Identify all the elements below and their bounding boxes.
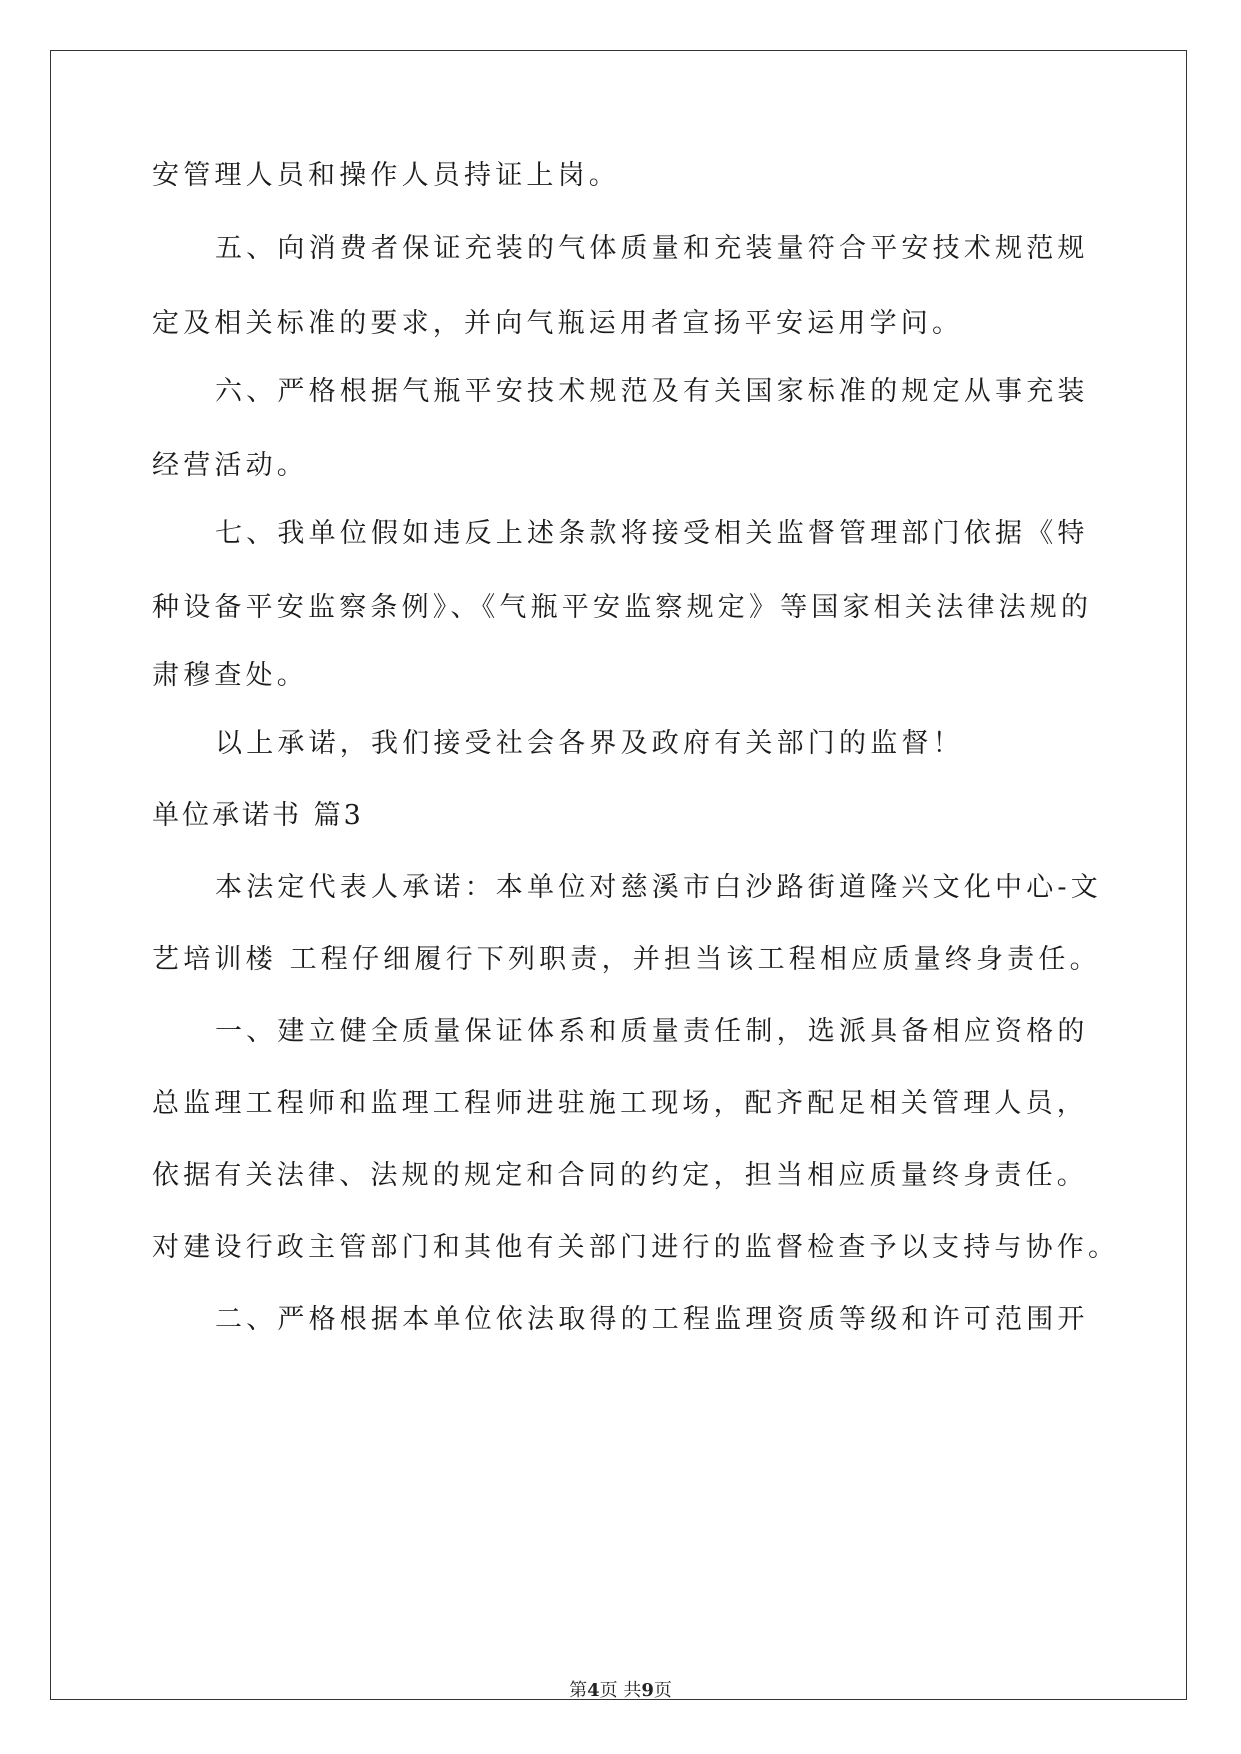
item-one-line-1: 一、建立健全质量保证体系和质量责任制，选派具备相应资格的: [215, 1016, 1089, 1047]
item-two-line-1: 二、严格根据本单位依法取得的工程监理资质等级和许可范围开: [215, 1304, 1089, 1335]
representative-pledge-line-1: 本法定代表人承诺：本单位对慈溪市白沙路街道隆兴文化中心-文: [215, 872, 1102, 903]
item-one-line-2: 总监理工程师和监理工程师进驻施工现场，配齐配足相关管理人员，: [152, 1088, 1088, 1119]
item-one-line-3: 依据有关法律、法规的规定和合同的约定，担当相应质量终身责任。: [152, 1160, 1088, 1191]
footer-suffix: 页: [653, 1680, 672, 1701]
paragraph-six-line-2: 经营活动。: [152, 450, 308, 481]
total-pages-number: 9: [641, 1680, 654, 1701]
representative-pledge-line-2: 艺培训楼 工程仔细履行下列职责，并担当该工程相应质量终身责任。: [152, 944, 1101, 975]
section-heading: 单位承诺书 篇3: [152, 800, 364, 831]
footer-prefix: 第: [569, 1680, 588, 1701]
paragraph-seven-line-3: 肃穆查处。: [152, 660, 308, 691]
current-page-number: 4: [587, 1680, 600, 1701]
item-one-line-4: 对建设行政主管部门和其他有关部门进行的监督检查予以支持与协作。: [152, 1232, 1120, 1263]
closing-statement: 以上承诺，我们接受社会各界及政府有关部门的监督！: [215, 728, 964, 759]
paragraph-five-line-2: 定及相关标准的要求，并向气瓶运用者宣扬平安运用学问。: [152, 308, 964, 339]
paragraph-seven-line-1: 七、我单位假如违反上述条款将接受相关监督管理部门依据《特: [215, 518, 1089, 549]
page-footer: [0, 1682, 1241, 1700]
paragraph-seven-line-2: 种设备平安监察条例》、《气瓶平安监察规定》等国家相关法律法规的: [152, 592, 1093, 623]
paragraph-six-line-1: 六、严格根据气瓶平安技术规范及有关国家标准的规定从事充装: [215, 376, 1089, 407]
footer-middle: 页 共: [599, 1680, 642, 1701]
text-line-continuation: 安管理人员和操作人员持证上岗。: [152, 160, 620, 191]
paragraph-five-line-1: 五、向消费者保证充装的气体质量和充装量符合平安技术规范规: [215, 233, 1089, 264]
